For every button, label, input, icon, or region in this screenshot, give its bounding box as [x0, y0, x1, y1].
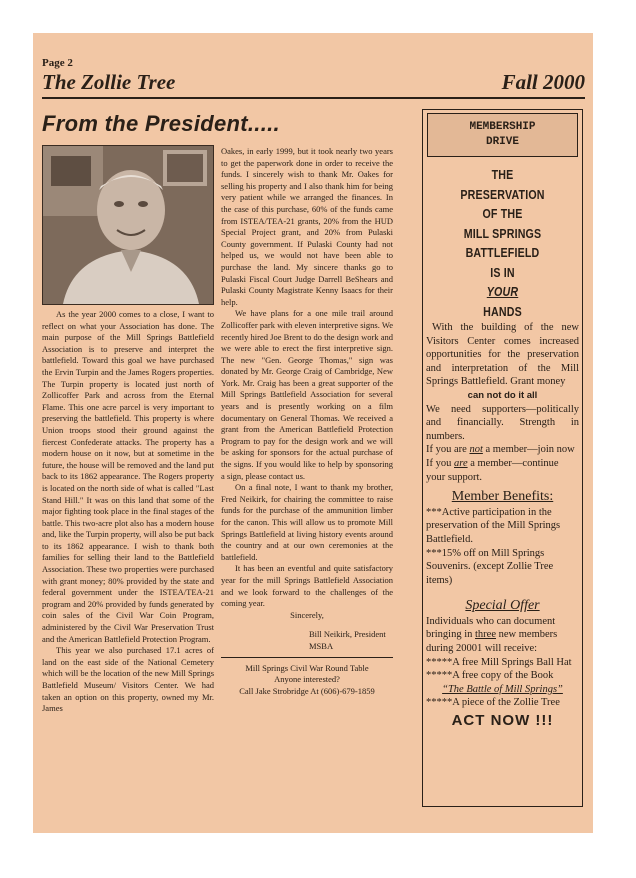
portrait-photo-icon [43, 146, 213, 304]
article-paragraph: This year we also purchased 17.1 acres of land on the east side of the National Cemetery which will be the location of the new Mill Springs Battlefield Museum/ Visitors Center. We had taken an option on this property, owned my Mr. James [42, 645, 214, 714]
article-paragraph: We have plans for a one mile trail around Zollicoffer park with eleven interpretive signs. We recently hired Joe Brent to do the design work and we were able to erect the first interpretive sign. The new "Gen. George Thomas," sign was donated by Mr. George Craig of Cambridge, New York. Mr. Craig has been a great supporter of the Mill Springs Battlefield Association for several years and is presently working on a film documentary on General Thomas. We received a grant from the American Battlefield Protection Program to pay for the design work and we will be asking for sponsors for the actual purchase of the signs. If you would like to help by sponsoring a sign, please contact us. [221, 308, 393, 481]
offer-item: *****A piece of the Zollie Tree [426, 697, 560, 709]
article-paragraph: As the year 2000 comes to a close, I want to reflect on what your Association has done. The main purpose of the Mill Springs Battlefield Association is to preserve and interpret the battlefield. Toward this goal we have purchased the Ervin Turpin and the James Rogers properties. The Turpin property is located just north of Zollicoffer Park and across from the Eternal Flame. This one acre parcel is very important to preserving the battlefield. This property is where Union troops stood their ground against the fiercest Confederate attacks. The property has a modern house on it now, but at sometime in the future, the house will be removed and the land put back to its 1862 appearance. The Rogers property is located on the north side of what is called "Last Stand Hill." It was on this land that some of the major fighting took place in the final stages of the battle. This two-acre plot also has a modern house and, like the Turpin property, will also be put back to its 1862 appearance. I wish to thank both families for selling their land to the Battlefield Association. These two properties were purchased with grant money; 80% provided by the state and federal government under the ISTEA/TEA-21 program and 20% provided by funds generated by coin sales of the Civil War Coin Program, administered by the Civil War Preservation Trust and the American Battlefield Protection Program. [42, 309, 214, 644]
offer-item: *****A free copy of the Book [426, 670, 554, 682]
article-column-2 [221, 146, 393, 697]
article-column-1 [42, 309, 214, 715]
headline-line: OF THE [482, 206, 523, 221]
offer-item: *****A free Mill Springs Ball Hat [426, 656, 572, 668]
roundtable-notice [221, 663, 393, 698]
offer-book-title: “The Battle of Mill Springs” [442, 683, 563, 695]
membership-drive-line: DRIVE [485, 136, 519, 148]
benefits-title: Member Benefits: [451, 489, 554, 505]
offer-title: Special Offer [465, 598, 540, 614]
headline-hands: HANDS [483, 303, 522, 319]
headline-line: THE [491, 167, 514, 182]
article-paragraph: Oakes, in early 1999, but it took nearly two years to get the paperwork done in order to receive the funds. I sincerely wish to thank Mr. Oakes for selling his property and I also thank him for being very patient while we arranged the finances. In the case of this purchase, 60% of the funds came from ISTEA/TEA-21 grants, 20% from the HUD Special Project grant, and 20% from Pulaski County government. If Pulaski County had not helped us, we would not have been able to purchase the land. My sincere thanks go to Pulaski Fiscal Court Judge Darrell BeShears and Pulaski County Magistrate Kenny Isaacs for their help. [221, 146, 393, 307]
portrait-photo [42, 145, 214, 305]
headline-your: YOUR [486, 284, 519, 299]
benefit-item: ***Active participation in the preservation of the Mill Springs Battlefield. [426, 506, 561, 545]
signature-org: MSBA [309, 640, 334, 651]
supporters-text: We need supporters—politically and financially. Strength in numbers. [426, 403, 579, 442]
article-paragraph: It has been an eventful and quite satisfactory year for the mill Springs Battlefield Association and we look forward to the challenges of the coming year. [221, 563, 393, 609]
newsletter-page [33, 33, 593, 833]
roundtable-question: Anyone interested? [274, 674, 340, 685]
roundtable-title: Mill Springs Civil War Round Table [245, 662, 369, 673]
signature-name: Bill Neikirk, President [309, 629, 386, 640]
intro-bold-text: can not do it all [467, 389, 538, 401]
article-paragraph: On a final note, I want to thank my brother, Fred Neikirk, for chairing the committee to raise funds for the purchase of the ammunition limber for the canon. This will allow us to promote Mill Springs Battlefield at living history events around the country and at our own ceremonies at the battlefield. [221, 482, 393, 562]
membership-sidebar [422, 109, 583, 807]
divider [221, 657, 393, 658]
preservation-headline [437, 165, 567, 321]
membership-drive-line: MEMBERSHIP [469, 121, 536, 133]
act-now-callout: ACT NOW !!! [451, 712, 554, 730]
intro-text: With the building of the new Visitors Center comes increased opportunities for the preservation and interpretation of the Mill Springs Battlefield. Grant money [426, 322, 579, 388]
offer-text: Individuals who can document bringing in three new members during 20001 will receive: [426, 615, 558, 655]
membership-drive-box [427, 113, 578, 157]
roundtable-contact: Call Jake Strobridge At (606)-679-1859 [239, 685, 375, 696]
sidebar-body [423, 321, 582, 728]
benefit-item: ***15% off on Mill Springs Souvenirs. (except Zollie Tree items) [426, 547, 554, 586]
headline-line: MILL SPRINGS [463, 225, 542, 241]
newsletter-title: The Zollie Tree [42, 70, 176, 94]
header-rule [42, 97, 585, 99]
article-heading: From the President..... [42, 111, 280, 136]
headline-line: PRESERVATION [460, 186, 545, 202]
headline-line: BATTLEFIELD [465, 245, 540, 260]
issue-date: Fall 2000 [501, 70, 585, 94]
closing: Sincerely, [290, 609, 324, 620]
are-member-text: If you are a member—continue your support. [426, 457, 559, 483]
headline-line: IS IN [490, 264, 515, 280]
not-member-text: If you are not a member—join now [426, 444, 575, 456]
page-number: Page 2 [42, 57, 73, 69]
